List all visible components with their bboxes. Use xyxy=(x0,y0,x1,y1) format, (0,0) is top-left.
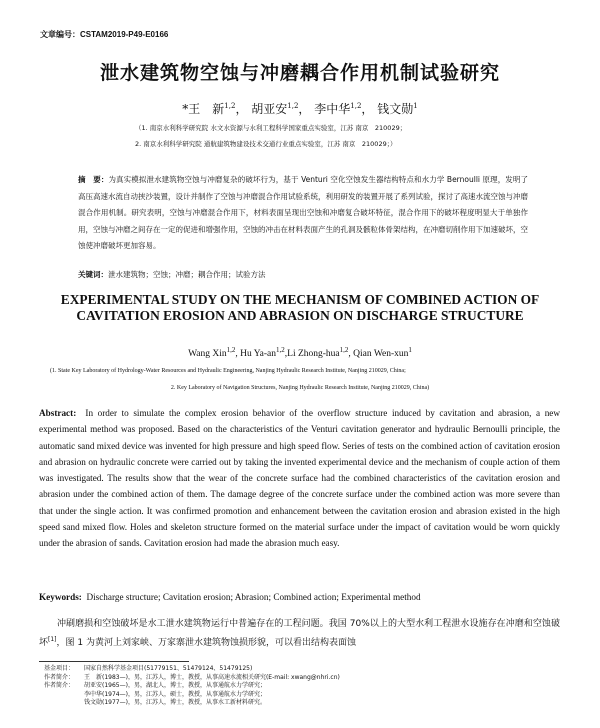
english-abstract-label: Abstract: xyxy=(39,408,77,418)
english-keywords-label: Keywords: xyxy=(39,592,82,602)
author-4-affil: 1 xyxy=(413,102,418,110)
footnote-divider xyxy=(39,661,189,662)
en-author-1-affil: 1,2 xyxy=(226,346,236,354)
footnote-author-4 xyxy=(44,699,340,708)
english-title: EXPERIMENTAL STUDY ON THE MECHANISM OF COMBINED ACTION OF CAVITATION EROSION AND ABRASION ON DISCHARGE STRUCTURE xyxy=(60,292,540,323)
intro-text-1: 冲刷磨损和空蚀破坏是水工泄水建筑物运行中普遍存在的工程问题。我国 70%以上的大型水利工程泄水设施存在冲磨和空蚀破坏 xyxy=(39,619,560,648)
author-1: 王 新 xyxy=(188,102,225,116)
en-author-4: Qian Wen-xun xyxy=(353,349,409,360)
footnote-text: 国家自然科学基金项目(51779151、51479124、51479125) xyxy=(84,665,253,672)
intro-text-2: ，图 1 为黄河上刘家峡、万家寨泄水建筑物蚀损形貌，可以看出结构表面蚀 xyxy=(56,638,356,648)
english-affiliation-1: (1. State Key Laboratory of Hydrology-Water Resources and Hydraulic Engineering, Nanjing Hydraulic Research Institute, Nanjing 210029, China; xyxy=(50,368,406,374)
chinese-title: 泄水建筑物空蚀与冲磨耦合作用机制试验研究 xyxy=(99,62,500,84)
chinese-abstract-label: 摘 要： xyxy=(78,175,109,184)
footnote-label: 作者简介： xyxy=(44,673,75,681)
author-3: 李中华 xyxy=(314,102,351,116)
author-4: 钱文勋 xyxy=(377,102,414,116)
chinese-abstract xyxy=(78,172,528,255)
english-abstract-text: In order to simulate the complex erosion behavior of the overflow structure induced by cavitation and abrasion, a new experimental method was proposed. Based on the characteristics of the Venturi cavitation generator and hydraulic Bernoulli principle, the automatic sand mixed device was invented for high pressure and high speed flow. Series of tests on the combined action of cavitation erosion and abrasion on hydraulic concrete were carried out by taking the invented experimental device and the mechanism of couple action of them was investigated. The results show that the wear of the concrete surface had the combined characteristics of the cavitation erosion and abrasion under the combined action of them. The damage degree of the concrete surface under the combined action was more severe than that under the single action. It was confirmed promotion and enhancement between the cavitation erosion and abrasion existed in the high speed sand mixed flow. Holes and skeleton structure formed on the material surface under the impact of cavitation would be worn quickly under the abrasion of sands. Cavitation erosion had made the abrasion much easy. xyxy=(39,408,560,549)
english-keywords-text: Discharge structure; Cavitation erosion; Abrasion; Combined action; Experimental method xyxy=(86,592,421,602)
footnote-author-2 xyxy=(44,682,340,691)
footnote-text: 王 新(1983—)，男，江苏人，博士，教授，从事高速水流相关研究(E-mail: xwang@nhri.cn) xyxy=(84,673,340,681)
document-number: 文章编号：CSTAM2019-P49-E0166 xyxy=(40,30,169,39)
author-1-marker: * xyxy=(182,102,189,116)
english-affiliation-2: 2. Key Laboratory of Navigation Structures, Nanjing Hydraulic Research Institute, Nanjing 210029, China) xyxy=(170,385,430,391)
intro-paragraph xyxy=(39,616,560,651)
footnote-label: 基金项目： xyxy=(44,665,75,672)
english-keywords xyxy=(39,592,421,602)
footnote-funding xyxy=(44,665,340,674)
footnotes xyxy=(44,665,340,708)
en-author-2: Hu Ya-an xyxy=(240,349,277,360)
en-author-2-affil: 1,2 xyxy=(276,346,285,354)
intro-citation: [1] xyxy=(48,636,57,643)
en-author-4-affil: 1 xyxy=(408,346,412,354)
chinese-authors: *王 新$^{1,2}$， 胡亚安$^{1,2}$， 李中华$^{1,2}$， 钱文勋$^1$ xyxy=(182,102,418,116)
english-authors: Wang Xin$^{1,2}$, Hu Ya-an$^{1,2}$,Li Zhong-hua$^{1,2}$, Qian Wen-xun$^1$ xyxy=(188,346,412,360)
author-1-affil: 1,2 xyxy=(224,102,236,110)
chinese-abstract-text: 为真实模拟泄水建筑物空蚀与冲磨复杂的破坏行为，基于 Venturi 空化空蚀发生器结构特点和水力学 Bernoulli 原理，发明了高压高速水流自动挟沙装置，设计并制作了空蚀与冲磨混合作用试验系统，利用研发的装置开展了系列试验，探讨了高速水流空蚀与冲磨混合作用机制。研究表明，空蚀与冲磨混合作用下，材料表面呈现出空蚀和冲磨复合破坏特征，混合作用下的破坏程度明显大于单独作用，空蚀与冲磨之间存在一定的促进和增强作用，空蚀的冲击在材料表面产生的孔洞及骸粒体骨架结构，在冲磨切削作用下加速破坏，空蚀使冲磨破坏更加容易。 xyxy=(78,175,529,251)
footnote-label: 作者简介： xyxy=(44,682,75,690)
author-2-affil: 1,2 xyxy=(287,102,299,110)
footnote-text: 胡亚安(1965—)，男，湖北人，博士，教授，从事通航水力学研究； xyxy=(84,682,266,690)
footnote-text: 李中华(1974—)，男，江苏人，硕士，教授，从事通航水力学研究； xyxy=(84,690,266,698)
chinese-affiliation-2: 2. 南京水利科学研究院 通航建筑物建设技术交通行业重点实验室，江苏 南京 210029；） xyxy=(135,140,397,148)
author-2: 胡亚安 xyxy=(251,102,288,116)
en-author-3: Li Zhong-hua xyxy=(287,349,340,360)
chinese-affiliation-1: （1. 南京水利科学研究院 水文水资源与水利工程科学国家重点实验室，江苏 南京 210029； xyxy=(135,124,407,132)
en-author-3-affil: 1,2 xyxy=(339,346,349,354)
footnote-text: 钱文勋(1977—)，男，江苏人，博士，教授，从事水工新材料研究。 xyxy=(84,699,266,707)
chinese-keywords-text: 泄水建筑物；空蚀；冲磨；耦合作用；试验方法 xyxy=(108,270,266,279)
chinese-keywords xyxy=(78,269,266,280)
footnote-author-1 xyxy=(44,674,340,683)
en-author-1: Wang Xin xyxy=(188,349,227,360)
chinese-keywords-label: 关键词： xyxy=(78,270,108,279)
english-abstract xyxy=(39,405,560,552)
author-3-affil: 1,2 xyxy=(350,102,362,110)
